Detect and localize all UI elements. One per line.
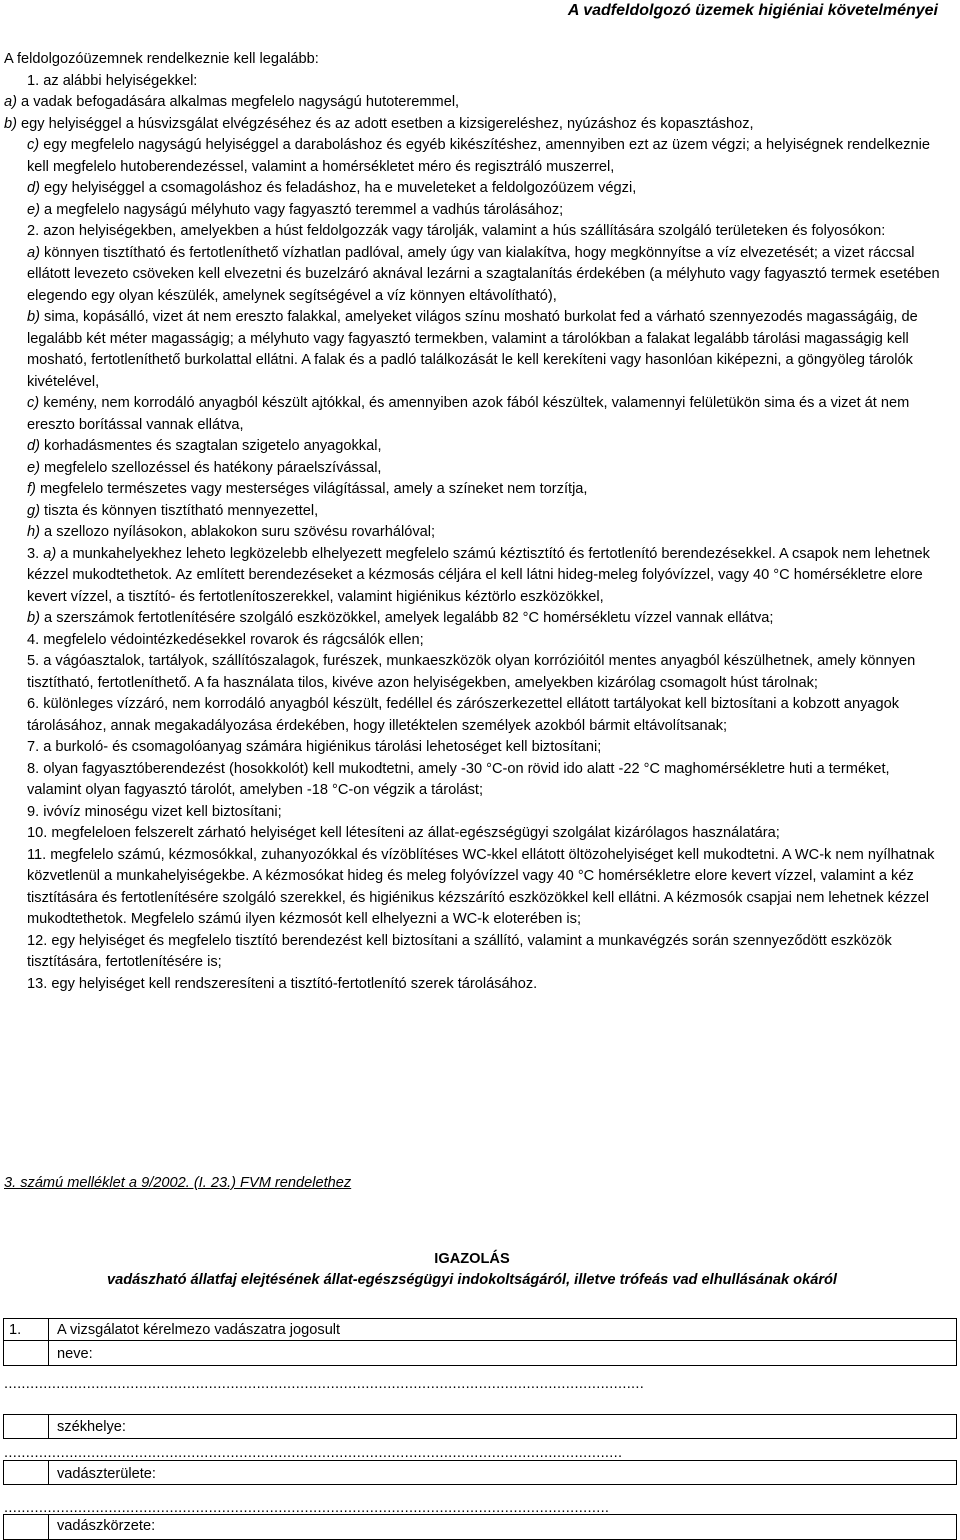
s2-e-text: megfelelo szellozéssel és hatékony páraelszívással, [39, 459, 382, 476]
form-subtitle: vadászható állatfaj elejtésének állat-egészségügyi indokoltságáról, illetve trófeás vad elhullásának okáról [107, 1272, 837, 1288]
s1-c-letter: c) [27, 137, 40, 153]
s1-item-a [4, 92, 944, 114]
s1-a-text: a vadak befogadására alkalmas megfelelo nagyságú hutoteremmel, [16, 94, 460, 110]
point-13: 13. egy helyiséget kell rendszeresíteni a tisztító-fertotlenító szerek tárolásához. [27, 975, 538, 992]
row2-field-label: székhelye: [57, 1419, 126, 1435]
s2-h-letter: h) [27, 524, 40, 540]
row2-blank-cell [3, 1414, 49, 1439]
s2-d-letter: d) [27, 438, 40, 454]
s2-item-e [4, 458, 944, 480]
row3-field-label: vadászterülete: [57, 1466, 156, 1482]
row1-field-cell [48, 1340, 957, 1366]
s1-b-text: egy helyiséggel a húsvizsgálat elvégzéséhez és az adott esetben a kizsigereléshez, nyúzáshoz és kopasztáshoz, [16, 115, 754, 132]
document-heading: A vadfeldolgozó üzemek higiéniai követelményei [567, 2, 938, 19]
point-9: 9. ivóvíz minoségu vizet kell biztosítani; [27, 803, 282, 820]
s2-g-letter: g) [27, 502, 40, 519]
s3-b-text: a szerszámok fertotlenítésére szolgáló eszközökkel, amelyek legalább 82 °C homérsékletu vízzel vannak ellátva; [39, 610, 774, 626]
s1-item-e [4, 200, 944, 222]
point-5: 5. a vágóasztalok, tartályok, szállítószalagok, furészek, munkaeszközök olyan korrózióitól mentes anyagból készülhetnek, amely könnyen tisztítható, fertotleníthető. A fa használata tilos, kivéve azon helyiségekben, amelyekben kizárólag csomagolt húst tárolnak; [27, 653, 916, 691]
name-dotted-line[interactable]: ................................................................................................................................................... [4, 1376, 645, 1392]
intro-line: A feldolgozóüzemnek rendelkeznie kell legalább: [4, 51, 319, 67]
point-12: 12. egy helyiséget és megfelelo tisztító berendezést kell biztosítani a szállító, valamint a munkavégzés során szennyeződött eszközök tisztítására, fertotlenítésére is; [27, 932, 892, 970]
point-8: 8. olyan fagyasztóberendezést (hosokkolót) kell mukodtetni, amely -30 °C-on rövid ido alatt -22 °C maghomérsékletre huti a terméket, valamint olyan fagyasztó tárolót, amelyben -18 °C-on végzik a tárolást; [27, 760, 890, 798]
s3-a-letter: a) [43, 545, 57, 562]
s2-f-letter: f) [27, 481, 36, 497]
s2-h-text: a szellozo nyílásokon, ablakokon suru szövésu rovarhálóval; [39, 524, 436, 540]
s2-item-g [4, 501, 944, 523]
s2-a-letter: a) [27, 244, 40, 261]
s3-num: 3. [27, 545, 40, 562]
s2-c-text: kemény, nem korrodáló anyagból készült ajtókkal, és amennyiben azok fából készültek, valamennyi felületükön sima és a vizet át nem ereszto borítással vannak ellátva, [27, 395, 910, 433]
row4-field-label: vadászkörzete: [57, 1518, 156, 1534]
section-1-head: 1. az alábbi helyiségekkel: [27, 72, 198, 89]
form-title: IGAZOLÁS [434, 1251, 510, 1267]
s2-e-letter: e) [27, 459, 40, 476]
section-2-head: 2. azon helyiségekben, amelyekben a húst feldolgozzák vagy tárolják, valamint a hús szállítására szolgáló területeken és folyosókon: [27, 223, 886, 239]
point-10: 10. megfeleloen felszerelt zárható helyiséget kell létesíteni az állat-egészségügyi szolgálat kizárólagos használatára; [27, 825, 780, 841]
row1-field-label: neve: [57, 1346, 93, 1362]
s2-item-a [4, 243, 944, 308]
row1-text: A vizsgálatot kérelmezo vadászatra jogosult [57, 1322, 341, 1338]
area-dotted-line[interactable]: ........................................................................................................................................... [4, 1500, 610, 1516]
point-6: 6. különleges vízzáró, nem korrodáló anyagból készült, fedéllel és zárószerkezettel ellátott tartályokat kell biztosítani a kobzott anyagok tárolásához, annak megakadályozása érdekében, hogy illetéktelen személyek azokból bármit eltávolítsanak; [27, 696, 900, 734]
s1-e-letter: e) [27, 201, 40, 218]
row4-blank-cell [3, 1514, 49, 1540]
requirements-text [4, 49, 944, 995]
s3-a-text: a munkahelyekhez leheto legközelebb elhelyezett megfelelo számú kéztisztító és fertotlenító berendezésekkel. A csapok nem lehetnek kézzel mukodtethetok. Az említett berendezéseket a kézmosás céljára el kell látni hideg-meleg folyóvízzel, vagy 40 °C homérsékletre elore kevert vízzel, a tisztító- és fertotlenítoszerekkel, valamint higiénikus kéztörlo eszközökkel, [27, 545, 930, 605]
s2-d-text: korhadásmentes és szagtalan szigetelo anyagokkal, [39, 438, 382, 454]
s2-c-letter: c) [27, 395, 40, 411]
s2-b-letter: b) [27, 309, 40, 325]
s1-item-c [4, 135, 944, 178]
point-7: 7. a burkoló- és csomagolóanyag számára higiénikus tárolási lehetoséget kell biztosítani; [27, 739, 602, 755]
row3-blank-cell [3, 1460, 49, 1485]
s2-item-d [4, 436, 944, 458]
annex-link[interactable]: 3. számú melléklet a 9/2002. (I. 23.) FVM rendelethez [4, 1175, 352, 1191]
point-11: 11. megfelelo számú, kézmosókkal, zuhanyozókkal és vízöblítéses WC-kkel ellátott öltözohelyiséget kell mukodtetni. A WC-k nem nyílhatnak közvetlenül a munkahelyiségekbe. A kézmosókat hideg és meleg folyóvízzel vagy 40 °C homérsékletre elore kevert vízzel, valamint a kéz tisztítására és fertotlenítésére szolgáló szerekkel, és higiénikus kézszárító eszközökkel kell ellátni. A kézmosók csapjai nem lehetnek kézzel mukodtethetok. Megfelelo számú ilyen kézmosót kell elhelyezni a WC-k eloterében is; [27, 846, 935, 927]
row3-field-cell [48, 1460, 957, 1485]
seat-dotted-line[interactable]: .............................................................................................................................................. [4, 1445, 623, 1461]
s1-a-letter: a) [4, 94, 17, 110]
s2-item-f [4, 479, 944, 501]
s1-d-letter: d) [27, 180, 40, 196]
s2-b-text: sima, kopásálló, vizet át nem ereszto falakkal, amelyeket világos színu mosható burkolat fed a várható szennyezodés magasságáig, de legalább két méter magasságig; a mélyhuto vagy fagyasztó termekben, valamint a tárolókban a falakat legalább tárolási magasságig kell mosható, fertotleníthető burkolattal ellátni. A falak és a padló találkozását le kell kerekíteni vagy hasonlóan kiképezni, a göngyöleg tárolók kivételével, [27, 309, 918, 390]
s2-item-c [4, 393, 944, 436]
s1-c-text: egy megfelelo nagyságú helyiséggel a daraboláshoz és egyéb kikészítéshez, amennyiben ezt az üzem végzi; a helyiségnek rendelkeznie kell megfelelo hutoberendezéssel, valamint a homérsékletet méro és regisztráló muszerrel, [27, 137, 930, 175]
s2-g-text: tiszta és könnyen tisztítható mennyezettel, [39, 502, 319, 519]
row1-num: 1. [9, 1322, 22, 1338]
s1-b-letter: b) [4, 115, 17, 132]
s2-item-h [4, 522, 944, 544]
s3-b-letter: b) [27, 610, 40, 626]
row2-field-cell [48, 1414, 957, 1439]
s2-a-text: könnyen tisztítható és fertotleníthető vízhatlan padlóval, amely úgy van kialakítva, hogy megkönnyítse a víz elvezetését; a vizet ráccsal ellátott levezeto csöveken kell elvezetni és buzelzáró aknával lezárni a szagtalanítás érdekében (a mélyhuto vagy fagyasztó termek esetében elegendo egy olyan készülék, amelynek segítségével a víz könnyen eltávolítható), [27, 244, 940, 304]
s1-d-text: egy helyiséggel a csomagoláshoz és feladáshoz, ha e muveleteket a feldolgozóüzem végzi, [39, 180, 637, 196]
s1-item-d [4, 178, 944, 200]
point-4: 4. megfelelo védointézkedésekkel rovarok és rágcsálók ellen; [27, 631, 424, 648]
s2-f-text: megfelelo természetes vagy mesterséges világítással, amely a színeket nem torzítja, [35, 481, 588, 497]
row1-blank-cell [3, 1340, 49, 1366]
s1-e-text: a megfelelo nagyságú mélyhuto vagy fagyasztó teremmel a vadhús tárolásához; [39, 201, 564, 218]
s2-item-b [4, 307, 944, 393]
s1-item-b [4, 114, 944, 136]
s3-item-b [4, 608, 944, 630]
s3-item-a [4, 544, 944, 609]
row4-field-cell [48, 1514, 957, 1540]
